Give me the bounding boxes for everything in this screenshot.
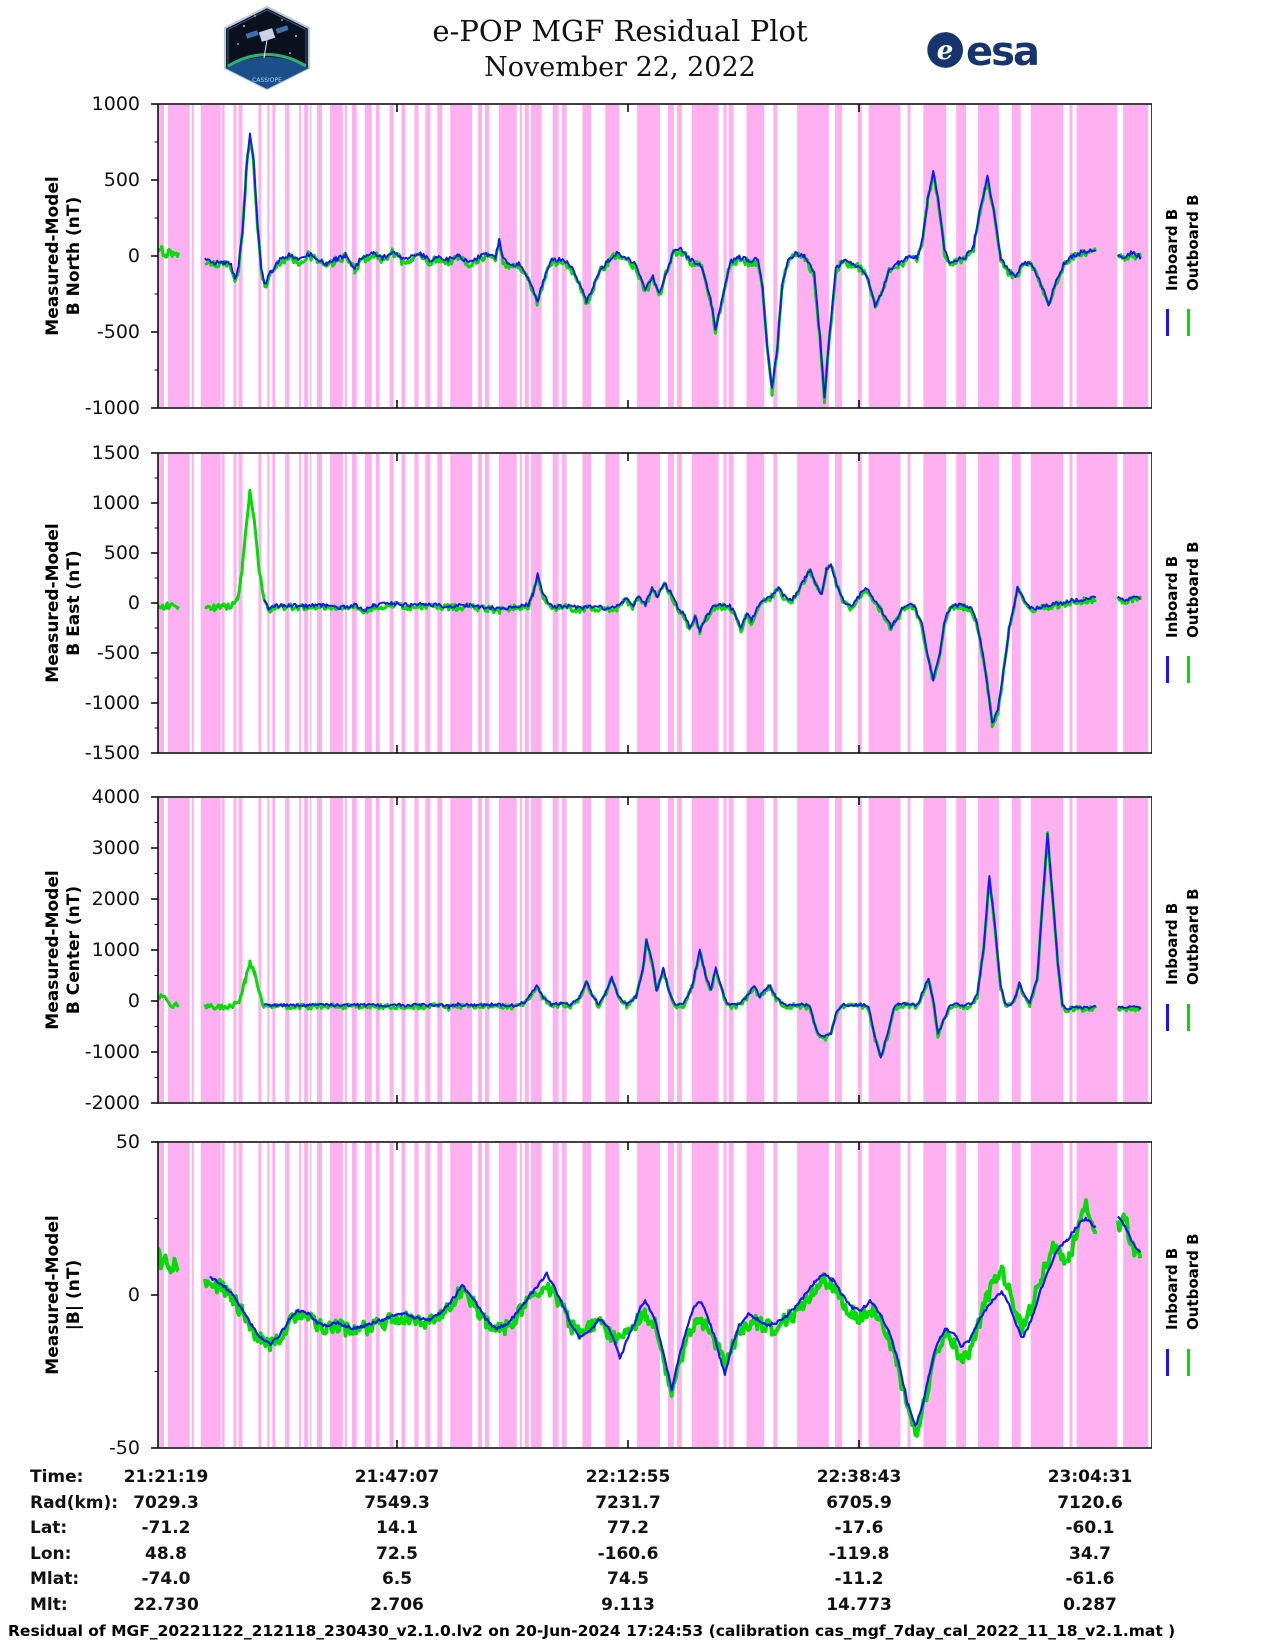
table-cell: -60.1 bbox=[1065, 1518, 1115, 1538]
plot-bnorth bbox=[150, 103, 1152, 409]
ytick-label: 500 bbox=[103, 542, 140, 564]
table-cell: 21:47:07 bbox=[354, 1467, 440, 1487]
table-cell: 2.706 bbox=[370, 1594, 424, 1615]
table-cell: 6.5 bbox=[381, 1569, 413, 1589]
page-title: e-POP MGF Residual Plot bbox=[432, 14, 808, 48]
axis-label-bmag: Measured-Model |B| (nT) bbox=[43, 1215, 84, 1375]
legend-inboard-mark bbox=[1166, 309, 1169, 336]
ytick-label: 50 bbox=[115, 1131, 140, 1153]
legend-outboard-mark bbox=[1187, 1004, 1190, 1031]
plot-bmag bbox=[150, 1141, 1152, 1449]
legend-outboard-label: Outboard B bbox=[1184, 194, 1202, 291]
legend-inboard-mark bbox=[1166, 1004, 1169, 1031]
legend-inboard-mark bbox=[1166, 656, 1169, 683]
table-cell: 34.7 bbox=[1069, 1543, 1111, 1564]
ytick-label: -50 bbox=[108, 1437, 140, 1459]
page-subtitle: November 22, 2022 bbox=[484, 52, 756, 83]
table-cell: 74.5 bbox=[607, 1569, 649, 1589]
table-cell: 22:38:43 bbox=[816, 1467, 902, 1487]
ytick-label: -1000 bbox=[84, 397, 140, 419]
legend-inboard-mark bbox=[1166, 1349, 1169, 1376]
table-cell: -71.2 bbox=[141, 1518, 191, 1538]
table-cell: 72.5 bbox=[376, 1543, 418, 1564]
esa-logo bbox=[925, 24, 1043, 76]
table-row-label: Time: bbox=[30, 1467, 84, 1487]
table-cell: 77.2 bbox=[607, 1518, 649, 1538]
cassiope-patch-logo bbox=[222, 6, 312, 90]
quality-flag-bands bbox=[158, 798, 1148, 1102]
ytick-label: 1000 bbox=[91, 93, 140, 115]
ytick-label: -1000 bbox=[84, 1041, 140, 1063]
table-row-label: Lat: bbox=[30, 1518, 68, 1538]
table-row-label: Lon: bbox=[30, 1543, 72, 1564]
legend-outboard-label: Outboard B bbox=[1184, 540, 1202, 638]
ytick-label: 1500 bbox=[91, 442, 140, 464]
table-cell: -119.8 bbox=[828, 1543, 890, 1564]
legend-outboard-mark bbox=[1187, 656, 1190, 683]
legend-outboard-label: Outboard B bbox=[1184, 1233, 1202, 1331]
table-cell: 22.730 bbox=[133, 1594, 199, 1615]
table-cell: -11.2 bbox=[834, 1569, 884, 1589]
ytick-label: 0 bbox=[127, 990, 140, 1012]
axis-label-bnorth: Measured-Model B North (nT) bbox=[43, 176, 84, 336]
esa-wordmark: esa bbox=[966, 29, 1038, 75]
table-cell: -160.6 bbox=[597, 1543, 659, 1564]
legend-inboard-label: Inboard B bbox=[1163, 555, 1181, 638]
ytick-label: -2000 bbox=[84, 1092, 140, 1114]
plot-beast bbox=[150, 452, 1152, 754]
legend-inboard-label: Inboard B bbox=[1163, 208, 1181, 291]
table-row-label: Rad(km): bbox=[30, 1492, 119, 1513]
svg-text:e: e bbox=[936, 36, 954, 66]
ytick-label: 2000 bbox=[91, 888, 140, 910]
table-cell: 23:04:31 bbox=[1047, 1467, 1133, 1487]
ytick-label: -500 bbox=[96, 321, 140, 343]
table-cell: 14.773 bbox=[826, 1594, 892, 1615]
table-cell: 0.287 bbox=[1063, 1594, 1117, 1615]
table-cell: 7231.7 bbox=[595, 1492, 661, 1513]
table-cell: -61.6 bbox=[1065, 1569, 1115, 1589]
ytick-label: -1500 bbox=[84, 742, 140, 764]
table-cell: 22:12:55 bbox=[585, 1467, 671, 1487]
table-cell: 21:21:19 bbox=[123, 1467, 209, 1487]
ytick-label: 1000 bbox=[91, 939, 140, 961]
ytick-label: 0 bbox=[127, 1284, 140, 1306]
ytick-label: 3000 bbox=[91, 837, 140, 859]
legend-outboard-mark bbox=[1187, 1349, 1190, 1376]
footer-text: Residual of MGF_20221122_212118_230430_v2.1.0.lv2 on 20-Jun-2024 17:24:53 (calibration cas_mgf_7day_cal_2022_11_18_v2.1.mat ) bbox=[8, 1622, 1176, 1640]
table-cell: 48.8 bbox=[145, 1543, 187, 1564]
table-cell: -17.6 bbox=[834, 1518, 884, 1538]
ytick-label: 4000 bbox=[91, 786, 140, 808]
table-cell: -74.0 bbox=[141, 1569, 191, 1589]
table-row-label: Mlat: bbox=[30, 1569, 80, 1589]
ytick-label: -500 bbox=[96, 642, 140, 664]
patch-label: CASSIOPE bbox=[252, 77, 282, 84]
plot-bcenter bbox=[150, 796, 1152, 1104]
table-cell: 7029.3 bbox=[133, 1492, 199, 1513]
table-cell: 7120.6 bbox=[1057, 1492, 1123, 1513]
table-cell: 14.1 bbox=[376, 1518, 418, 1538]
table-cell: 7549.3 bbox=[364, 1492, 430, 1513]
legend-inboard-label: Inboard B bbox=[1163, 902, 1181, 986]
table-row-label: Mlt: bbox=[30, 1594, 68, 1615]
ytick-label: 0 bbox=[127, 245, 140, 267]
axis-label-bcenter: Measured-Model B Center (nT) bbox=[43, 870, 84, 1030]
table-cell: 6705.9 bbox=[826, 1492, 892, 1513]
table-cell: 9.113 bbox=[601, 1594, 655, 1615]
ytick-label: 0 bbox=[127, 592, 140, 614]
ytick-label: -1000 bbox=[84, 692, 140, 714]
legend-outboard-label: Outboard B bbox=[1184, 888, 1202, 986]
legend-outboard-mark bbox=[1187, 309, 1190, 336]
legend-inboard-label: Inboard B bbox=[1163, 1247, 1181, 1331]
ytick-label: 500 bbox=[103, 169, 140, 191]
ytick-label: 1000 bbox=[91, 492, 140, 514]
axis-label-beast: Measured-Model B East (nT) bbox=[43, 523, 84, 683]
